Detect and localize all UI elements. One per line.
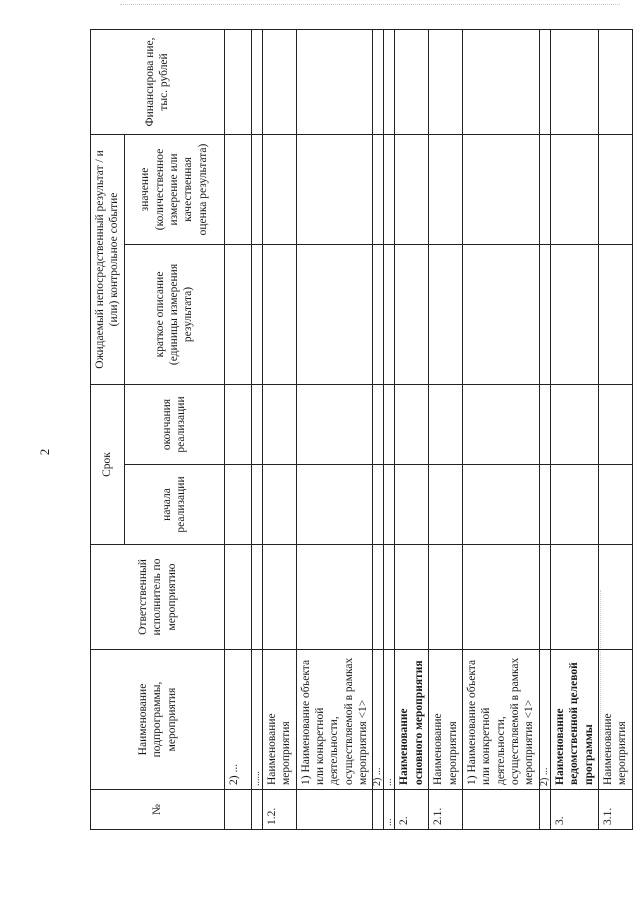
row-no: 3.	[550, 790, 598, 830]
activities-table	[90, 29, 633, 830]
row-name: 1) Наименование объекта или конкретной деятельности, осуществляемой в рамках мероприятия <1>	[296, 650, 373, 790]
table-row	[262, 29, 296, 829]
table-row	[251, 29, 262, 829]
header-end: окончания реализации	[124, 384, 224, 464]
row-name: Наименование основного мероприятия	[395, 650, 429, 790]
header-result: Ожидаемый непосредственный результат / и (или) контрольное событие	[91, 134, 125, 384]
table-row	[224, 29, 251, 829]
row-no	[373, 790, 384, 830]
row-name: Наименование мероприятия	[598, 650, 632, 790]
header-no: №	[91, 790, 225, 830]
header-desc: краткое описание (единицы измерения результата)	[124, 244, 224, 384]
header-start: начала реализации	[124, 465, 224, 545]
row-no	[224, 790, 251, 830]
page-number: 2	[37, 448, 52, 456]
table-row	[550, 29, 598, 829]
row-name: 1) Наименование объекта или конкретной деятельности, осуществляемой в рамках мероприятия <1>	[462, 650, 539, 790]
row-no	[251, 790, 262, 830]
row-name: Наименование мероприятия	[429, 650, 463, 790]
form-table-sheet	[90, 30, 629, 830]
row-name: ...	[384, 650, 395, 790]
row-name: Наименование ведомственной целевой программы	[550, 650, 598, 790]
header-row-top	[91, 29, 125, 829]
row-no: 2.	[395, 790, 429, 830]
table-row	[598, 29, 632, 829]
row-no	[462, 790, 539, 830]
table-row	[395, 29, 429, 829]
header-name: Наименование подпрограммы, мероприятия	[91, 650, 225, 790]
row-no: 2.1.	[429, 790, 463, 830]
row-name: 2) ...	[224, 650, 251, 790]
header-executor: Ответственный исполнитель по мероприятию	[91, 545, 225, 650]
header-financing: Финансирова ние, тыс. рублей	[91, 29, 225, 134]
row-name: Наименование мероприятия	[262, 650, 296, 790]
table-row	[373, 29, 384, 829]
row-no	[296, 790, 373, 830]
header-value: значение (количественное измерение или качественная оценка результата)	[124, 134, 224, 244]
table-row	[296, 29, 373, 829]
row-name: ......	[251, 650, 262, 790]
table-row	[539, 29, 550, 829]
table-row	[462, 29, 539, 829]
table-row	[429, 29, 463, 829]
row-no: 1.2.	[262, 790, 296, 830]
row-no: ...	[384, 790, 395, 830]
scan-artifact	[120, 4, 620, 11]
row-name: 2) ...	[373, 650, 384, 790]
row-no	[539, 790, 550, 830]
table-row	[384, 29, 395, 829]
row-name: 2) ...	[539, 650, 550, 790]
row-no: 3.1.	[598, 790, 632, 830]
header-term: Срок	[91, 384, 125, 544]
